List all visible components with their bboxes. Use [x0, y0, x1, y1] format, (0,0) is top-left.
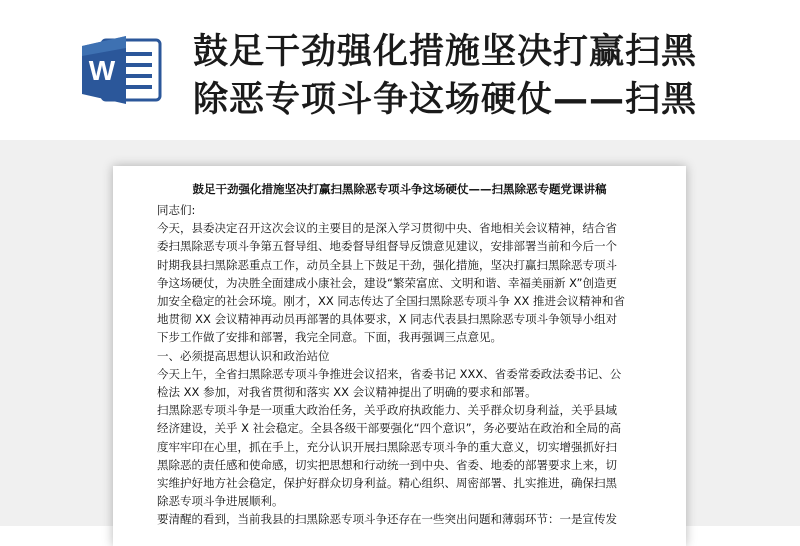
- body-line: 加安全稳定的社会环境。刚才，XX 同志传达了全国扫黑除恶专项斗争 XX 推进会议精神和省: [157, 294, 625, 309]
- banner-title-line-1: 鼓足干劲强化措施坚决打赢扫黑: [193, 32, 698, 72]
- document-page: [113, 166, 686, 546]
- body-line: 实维护好地方社会稳定，保护好群众切身利益。精心组织、周密部署、扎实推进，确保扫黑: [157, 476, 617, 491]
- body-line: 经济建设，关乎 X 社会稳定。全县各级干部要强化“四个意识”，务必要站在政治和全局的高: [157, 421, 622, 436]
- body-line: 争这场硬仗，为决胜全面建成小康社会，建设“繁荣富庶、文明和谐、幸福美丽新 X”创造更: [157, 275, 617, 290]
- banner-title-line-2: 除恶专项斗争这场硬仗——扫黑: [193, 80, 698, 120]
- body-line: 时期我县扫黑除恶重点工作，动员全县上下鼓足干劲，强化措施，坚决打赢扫黑除恶专项斗: [157, 257, 617, 272]
- title-banner: [0, 0, 800, 140]
- body-line: 黑除恶的责任感和使命感，切实把思想和行动统一到中央、省委、地委的部署要求上来，切: [157, 457, 617, 472]
- section-heading: 一、必须提高思想认识和政治站位: [157, 348, 330, 363]
- body-line: 要清醒的看到，当前我县的扫黑除恶专项斗争还存在一些突出问题和薄弱环节：一是宣传发: [157, 512, 617, 527]
- word-logo-letter: W: [88, 55, 116, 86]
- body-line: 地贯彻 XX 会议精神再动员再部署的具体要求，X 同志代表县扫黑除恶专项斗争领导小组对: [157, 312, 618, 327]
- body-line: 委扫黑除恶专项斗争第五督导组、地委督导组督导反馈意见建议，安排部署当前和今后一个: [157, 239, 617, 254]
- body-line: 扫黑除恶专项斗争是一项重大政治任务，关乎政府执政能力、关乎群众切身利益，关乎县域: [157, 403, 617, 418]
- body-line: 检法 XX 参加，对我省贯彻和落实 XX 会议精神提出了明确的要求和部署。: [157, 385, 537, 400]
- banner-title: [193, 28, 793, 124]
- body-line: 度牢牢印在心里，抓在手上，充分认识开展扫黑除恶专项斗争的重大意义，切实增强抓好扫: [157, 439, 617, 454]
- body-line: 除恶专项斗争进展顺利。: [157, 494, 284, 509]
- document-title: 鼓足干劲强化措施坚决打赢扫黑除恶专项斗争这场硬仗——扫黑除恶专题党课讲稿: [192, 182, 607, 196]
- document-body: [157, 201, 653, 529]
- body-line: 下步工作做了安排和部署，我完全同意。下面，我再强调三点意见。: [157, 330, 502, 345]
- word-icon: [80, 34, 164, 106]
- body-line: 今天，县委决定召开这次会议的主要目的是深入学习贯彻中央、省地相关会议精神，结合省: [157, 221, 617, 236]
- body-line: 同志们:: [157, 203, 196, 217]
- body-line: 今天上午，全省扫黑除恶专项斗争推进会议招来，省委书记 XXX、省委常委政法委书记、公: [157, 366, 622, 381]
